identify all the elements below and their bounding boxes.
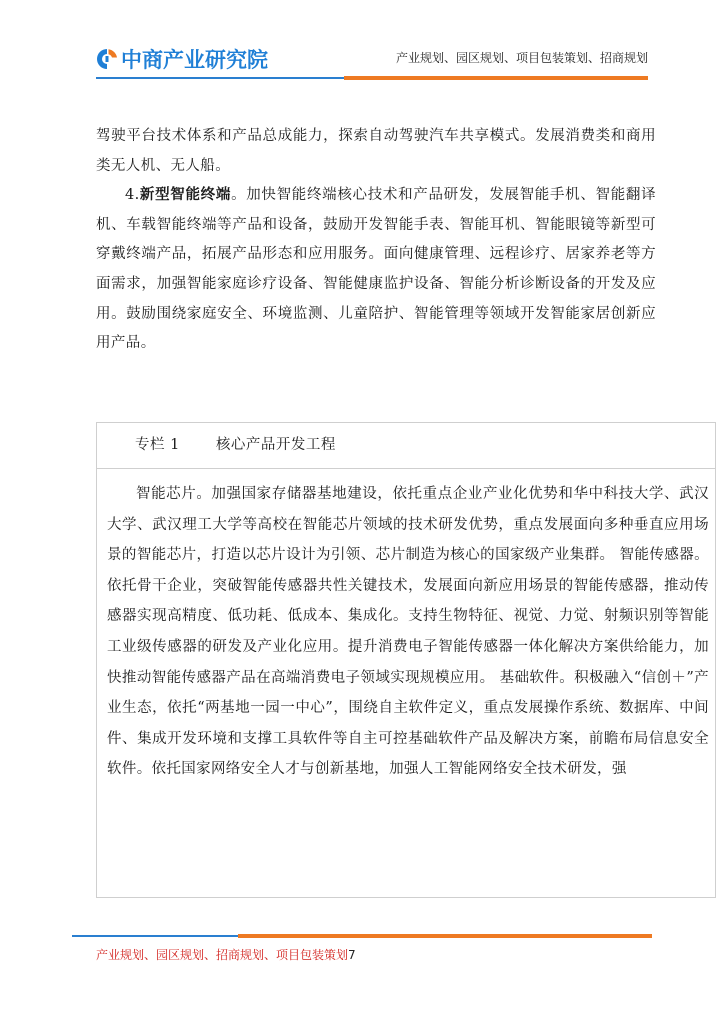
page-number: 7 bbox=[348, 948, 356, 962]
feature-column-box bbox=[96, 422, 716, 898]
footer-tagline: 产业规划、园区规划、招商规划、项目包装策划 bbox=[96, 948, 349, 962]
box-body bbox=[97, 469, 715, 785]
logo-text: 中商产业研究院 bbox=[121, 48, 268, 72]
box-paragraph: 智能芯片。加强国家存储器基地建设，依托重点企业产业化优势和华中科技大学、武汉大学、武汉理工大学等高校在智能芯片领域的技术研发优势，重点发展面向多种垂直应用场景的智能芯片，打造以芯片设计为引领、芯片制造为核心的国家级产业集群。 智能传感器。依托骨干企业，突破智能传感器共性关键技术，发展面向新应用场景的智能传感器，推动传感器实现高精度、低功耗、低成本、集成化。支持生物特征、视觉、力觉、射频识别等智能工业级传感器的研发及产业化应用。提升消费电子智能传感器一体化解决方案供给能力，加快推动智能传感器产品在高端消费电子领域实现规模应用。 基础软件。积极融入“信创＋”产业生态，依托“两基地一园一中心”，围绕自主软件定义，重点发展操作系统、数据库、中间件、集成开发环境和支撑工具软件等自主可控基础软件产品及解决方案，前瞻布局信息安全软件。依托国家网络安全人才与创新基地，加强人工智能网络安全技术研发，强 bbox=[107, 486, 709, 778]
footer-divider-orange bbox=[238, 934, 652, 938]
header-tagline: 产业规划、园区规划、项目包装策划、招商规划 bbox=[395, 51, 648, 65]
paragraph-smart-terminals bbox=[96, 181, 656, 359]
header-divider-orange bbox=[344, 76, 648, 80]
box-title: 核心产品开发工程 bbox=[215, 437, 336, 453]
company-logo bbox=[96, 44, 268, 74]
section-text: 。加快智能终端核心技术和产品研发，发展智能手机、智能翻译机、车载智能终端等产品和设备，鼓励开发智能手表、智能耳机、智能眼镜等新型可穿戴终端产品，拓展产品形态和应用服务。面向健康管理、远程诊疗、居家养老等方面需求，加强智能家庭诊疗设备、智能健康监护设备、智能分析诊断设备的开发及应用。鼓励围绕家庭安全、环境监测、儿童陪护、智能管理等领域开发智能家居创新应用产品。 bbox=[96, 187, 657, 352]
section-number: 4. bbox=[125, 187, 140, 204]
footer-divider-blue bbox=[72, 935, 238, 937]
box-header bbox=[97, 423, 715, 469]
box-label: 专栏 1 bbox=[135, 437, 180, 453]
section-title: 新型智能终端 bbox=[139, 187, 232, 204]
logo-mark-icon bbox=[96, 48, 118, 70]
header-divider-blue bbox=[96, 77, 344, 79]
document-body bbox=[96, 122, 656, 359]
paragraph-continued: 驾驶平台技术体系和产品总成能力，探索自动驾驶汽车共享模式。发展消费类和商用类无人机、无人船。 bbox=[96, 128, 656, 174]
footer bbox=[96, 946, 356, 963]
